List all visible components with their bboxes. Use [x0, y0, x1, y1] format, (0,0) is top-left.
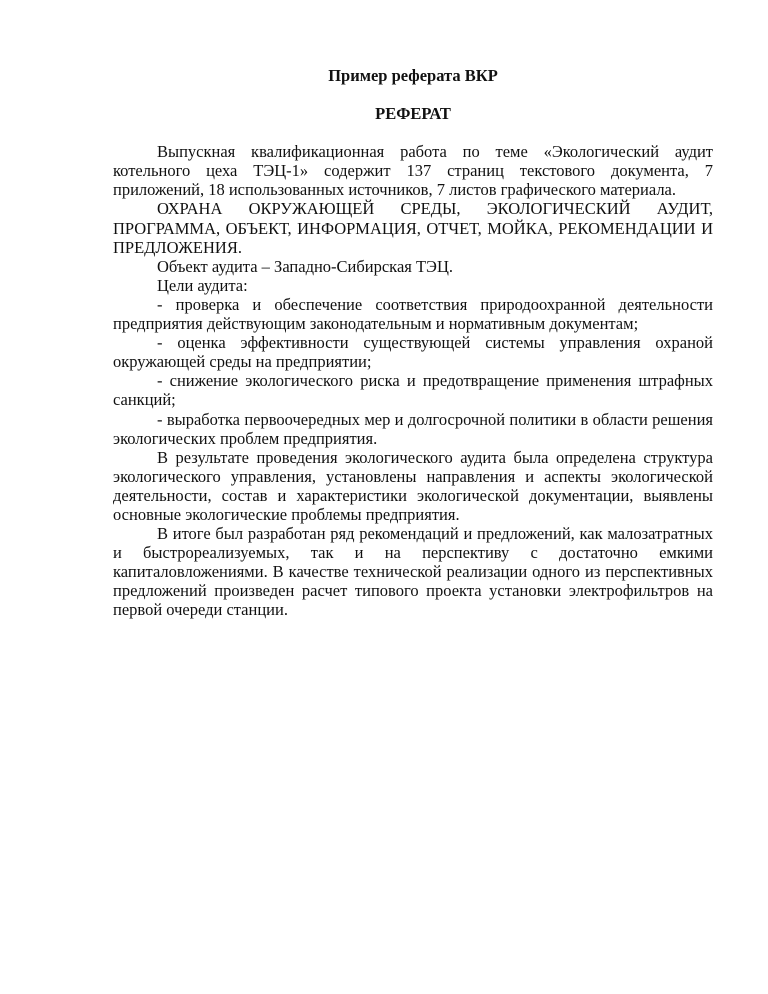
paragraph-goal-3: - снижение экологического риска и предотвращение применения штрафных санкций; [113, 371, 713, 410]
paragraph-goal-1: - проверка и обеспечение соответствия природоохранной деятельности предприятия действующим законодательным и нормативным документам; [113, 294, 713, 334]
paragraph-conclusion: В итоге был разработан ряд рекомендаций и предложений, как малозатратных и быстрореализуемых, так и на перспективу с достаточно емкими капиталовложениями. В качестве технической реализации одного из перспективных предложений произведен расчет типового проекта установки электрофильтров на первой очереди станции. [113, 524, 713, 620]
paragraph-summary: Выпускная квалификационная работа по теме «Экологический аудит котельного цеха ТЭЦ-1» содержит 137 страниц текстового документа, 7 приложений, 18 использованных источников, 7 листов графического материала. [113, 142, 713, 200]
paragraph-goal-2: - оценка эффективности существующей системы управления охраной окружающей среды на предприятии; [113, 333, 713, 372]
document-body [113, 66, 713, 620]
paragraph-keywords: ОХРАНА ОКРУЖАЮЩЕЙ СРЕДЫ, ЭКОЛОГИЧЕСКИЙ АУДИТ, ПРОГРАММА, ОБЪЕКТ, ИНФОРМАЦИЯ, ОТЧЕТ, МОЙКА, РЕКОМЕНДАЦИИ И ПРЕДЛОЖЕНИЯ. [113, 199, 713, 257]
paragraph-audit-object: Объект аудита – Западно-Сибирская ТЭЦ. [157, 256, 453, 276]
abstract-heading: РЕФЕРАТ [375, 104, 451, 124]
paragraph-audit-goals-heading: Цели аудита: [157, 275, 248, 295]
document-title: Пример реферата ВКР [328, 66, 498, 85]
paragraph-results: В результате проведения экологического аудита была определена структура экологического управления, установлены направления и аспекты экологической деятельности, состав и характеристики экологической документации, выявлены основные экологические проблемы предприятия. [113, 447, 713, 524]
paragraph-goal-4: - выработка первоочередных мер и долгосрочной политики в области решения экологических проблем предприятия. [113, 409, 713, 448]
